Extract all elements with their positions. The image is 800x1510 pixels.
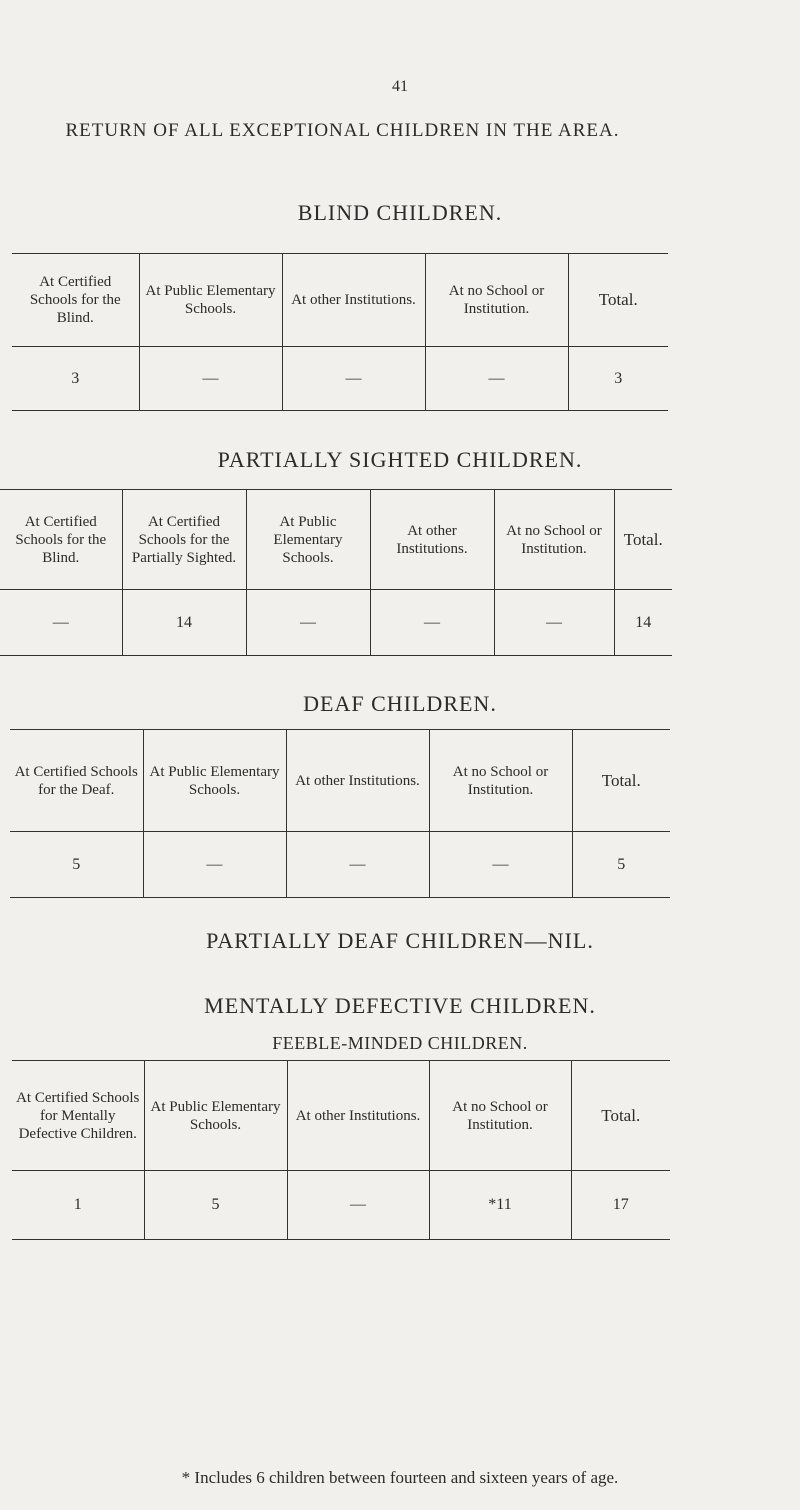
table-cell: 5 xyxy=(10,832,143,898)
deaf-heading: DEAF CHILDREN. xyxy=(303,691,497,716)
column-header: At other Institutions. xyxy=(370,490,494,590)
column-header: At no School or Institution. xyxy=(425,254,568,347)
column-header: At Certified Schools for the Partially Sighted. xyxy=(122,490,246,590)
table-cell: — xyxy=(139,347,282,411)
column-header: At other Institutions. xyxy=(287,1061,429,1171)
column-header: Total. xyxy=(571,1061,670,1171)
column-header: At other Institutions. xyxy=(286,730,429,832)
column-header: At other Institutions. xyxy=(282,254,425,347)
header-row xyxy=(12,1061,670,1171)
column-header: At Certified Schools for Mentally Defective Children. xyxy=(12,1061,144,1171)
table-row xyxy=(12,1171,670,1240)
column-header: At Public Elementary Schools. xyxy=(144,1061,287,1171)
table-cell: — xyxy=(429,832,572,898)
mentally-defective-heading: MENTALLY DEFECTIVE CHILDREN. xyxy=(204,993,596,1018)
blind-heading: BLIND CHILDREN. xyxy=(297,200,503,225)
table-cell: — xyxy=(494,590,614,656)
column-header: Total. xyxy=(614,490,672,590)
column-header: At Certified Schools for the Blind. xyxy=(12,254,139,347)
table-cell: — xyxy=(370,590,494,656)
column-header: Total. xyxy=(568,254,668,347)
table-cell: 5 xyxy=(144,1171,287,1240)
table-cell: 14 xyxy=(614,590,672,656)
blind-table xyxy=(12,253,668,411)
table-cell: — xyxy=(246,590,370,656)
table-cell: — xyxy=(286,832,429,898)
table-row xyxy=(12,347,668,411)
deaf-table xyxy=(10,729,670,898)
column-header: At Public Elementary Schools. xyxy=(143,730,286,832)
table-cell: 17 xyxy=(571,1171,670,1240)
table-cell: — xyxy=(287,1171,429,1240)
table-cell: 3 xyxy=(568,347,668,411)
header-row xyxy=(0,490,672,590)
page-number: 41 xyxy=(392,78,408,95)
table-cell: — xyxy=(0,590,122,656)
column-header: At Public Elementary Schools. xyxy=(246,490,370,590)
table-cell: 3 xyxy=(12,347,139,411)
feeble-minded-subheading: FEEBLE-MINDED CHILDREN. xyxy=(272,1033,528,1053)
column-header: At Public Elementary Schools. xyxy=(139,254,282,347)
header-row xyxy=(10,730,670,832)
mentally-defective-table xyxy=(12,1060,670,1240)
partially-sighted-table xyxy=(0,489,672,656)
partially-deaf-heading: PARTIALLY DEAF CHILDREN—NIL. xyxy=(206,928,594,953)
table-row xyxy=(10,832,670,898)
partially-sighted-heading: PARTIALLY SIGHTED CHILDREN. xyxy=(217,447,583,472)
footnote: * Includes 6 children between fourteen and sixteen years of age. xyxy=(181,1468,619,1487)
column-header: At Certified Schools for the Blind. xyxy=(0,490,122,590)
column-header: At no School or Institution. xyxy=(429,730,572,832)
column-header: Total. xyxy=(572,730,670,832)
header-row xyxy=(12,254,668,347)
page-title: RETURN OF ALL EXCEPTIONAL CHILDREN IN THE AREA. xyxy=(65,120,620,141)
table-cell: *11 xyxy=(429,1171,571,1240)
table-cell: 5 xyxy=(572,832,670,898)
table-cell: — xyxy=(425,347,568,411)
table-cell: — xyxy=(143,832,286,898)
column-header: At no School or Institution. xyxy=(494,490,614,590)
table-row xyxy=(0,590,672,656)
column-header: At no School or Institution. xyxy=(429,1061,571,1171)
table-cell: 14 xyxy=(122,590,246,656)
table-cell: — xyxy=(282,347,425,411)
column-header: At Certified Schools for the Deaf. xyxy=(10,730,143,832)
table-cell: 1 xyxy=(12,1171,144,1240)
